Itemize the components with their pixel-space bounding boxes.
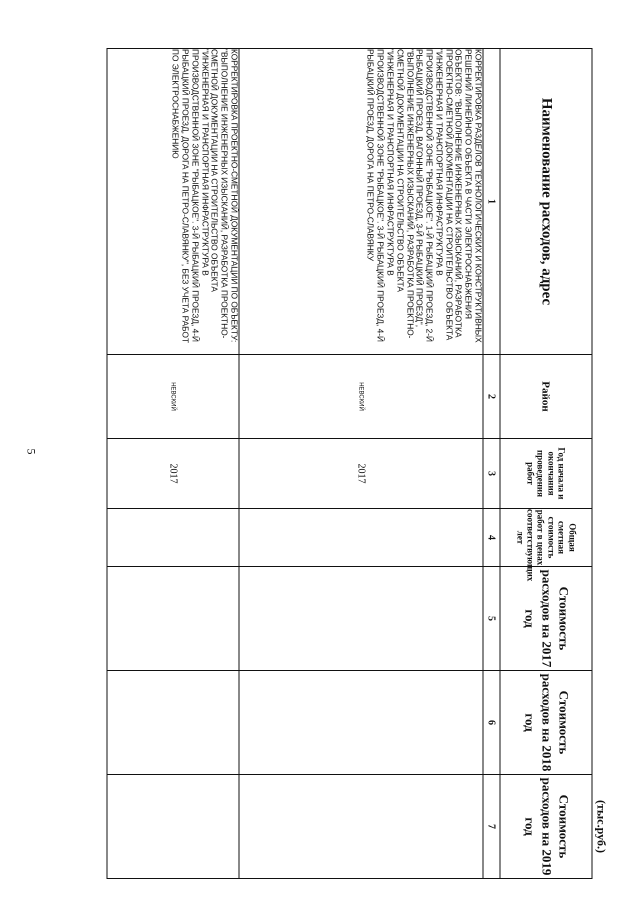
header-total-cost: Общая сметная стоимость работ в ценах соответствующих лет <box>500 509 592 567</box>
table-row <box>107 49 239 879</box>
header-row <box>500 49 592 879</box>
header-cost-2019: Стоимость расходов на 2019 год <box>500 775 592 879</box>
table-row <box>239 49 483 879</box>
rotated-page-content <box>28 28 613 878</box>
expenses-table <box>107 48 593 879</box>
cost-2019-cell <box>107 775 239 879</box>
header-years: Год начала и окончания проведения работ <box>500 439 592 509</box>
column-number: 7 <box>483 775 500 879</box>
unit-label: (тыс.руб.) <box>594 800 609 853</box>
page-number: 5 <box>24 448 39 455</box>
cost-2018-cell <box>239 671 483 775</box>
district-cell: НЕВСКИЙ <box>239 355 483 439</box>
cost-2017-cell <box>239 567 483 671</box>
column-number-row <box>483 49 500 879</box>
years-cell: 2017 <box>239 439 483 509</box>
district-cell: НЕВСКИЙ <box>107 355 239 439</box>
total-cost-cell <box>239 509 483 567</box>
column-number: 4 <box>483 509 500 567</box>
total-cost-cell <box>107 509 239 567</box>
header-district: Район <box>500 355 592 439</box>
header-cost-2018: Стоимость расходов на 2018 год <box>500 671 592 775</box>
column-number: 5 <box>483 567 500 671</box>
expense-name: КОРРЕКТИРОВКА РАЗДЕЛОВ ТЕХНОЛОГИЧЕСКИХ И КОНСТРУКТИВНЫХ РЕШЕНИЙ ЛИНЕЙНОГО ОБЪЕКТА В ЧАСТИ ЭЛЕКТРОСНАБЖЕНИЯ ОБЪЕКТОВ: "ВЫПОЛНЕНИЕ ИНЖЕНЕРНЫХ ИЗЫСКАНИЙ, РАЗРАБОТКА ПРОЕКТНО-СМЕТНОЙ ДОКУМЕНТАЦИИ НА СТРОИТЕЛЬСТВО ОБЪЕКТА "ИНЖЕНЕРНАЯ И ТРАНСПОРТНАЯ ИНФРАСТРУКТУРА В ПРОИЗВОДСТВЕННОЙ ЗОНЕ "РЫБАЦКОЕ". 1-Й РЫБАЦКИЙ ПРОЕЗД, 2-Й РЫБАЦКИЙ ПРОЕЗД, ВАГОННЫЙ ПРОЕЗД, 3-Й РЫБАЦКИЙ ПРОЕЗД", "ВЫПОЛНЕНИЕ ИНЖЕНЕРНЫХ ИЗЫСКАНИЙ, РАЗРАБОТКА ПРОЕКТНО-СМЕТНОЙ ДОКУМЕНТАЦИИ НА СТРОИТЕЛЬСТВО ОБЪЕКТА "ИНЖЕНЕРНАЯ И ТРАНСПОРТНАЯ ИНФРАСТРУКТУРА В ПРОИЗВОДСТВЕННОЙ ЗОНЕ "РЫБАЦКОЕ". 3-Й РЫБАЦКИЙ ПРОЕЗД, 4-Й РЫБАЦКИЙ ПРОЕЗД, ДОРОГА НА ПЕТРО-СЛАВЯНКУ <box>239 49 483 355</box>
cost-2017-cell <box>107 567 239 671</box>
column-number: 3 <box>483 439 500 509</box>
column-number: 1 <box>483 49 500 355</box>
header-cost-2017: Стоимость расходов на 2017 год <box>500 567 592 671</box>
header-name: Наименование расходов, адрес <box>500 49 592 355</box>
years-cell: 2017 <box>107 439 239 509</box>
column-number: 2 <box>483 355 500 439</box>
cost-2019-cell <box>239 775 483 879</box>
column-number: 6 <box>483 671 500 775</box>
cost-2018-cell <box>107 671 239 775</box>
expense-name: КОРРЕКТИРОВКА ПРОЕКТНО-СМЕТНОЙ ДОКУМЕНТАЦИИ ПО ОБЪЕКТУ: "ВЫПОЛНЕНИЕ ИНЖЕНЕРНЫХ ИЗЫСКАНИЙ, РАЗРАБОТКА ПРОЕКТНО-СМЕТНОЙ ДОКУМЕНТАЦИИ НА СТРОИТЕЛЬСТВО ОБЪЕКТА "ИНЖЕНЕРНАЯ И ТРАНСПОРТНАЯ ИНФРАСТРУКТУРА В ПРОИЗВОДСТВЕННОЙ ЗОНЕ "РЫБАЦКОЕ". 3-Й РЫБАЦКИЙ ПРОЕЗД, 4-Й РЫБАЦКИЙ ПРОЕЗД, ДОРОГА НА ПЕТРО-СЛАВЯНКУ", БЕЗ УЧЕТА РАБОТ ПО ЭЛЕКТРОСНАБЖЕНИЮ <box>107 49 239 355</box>
